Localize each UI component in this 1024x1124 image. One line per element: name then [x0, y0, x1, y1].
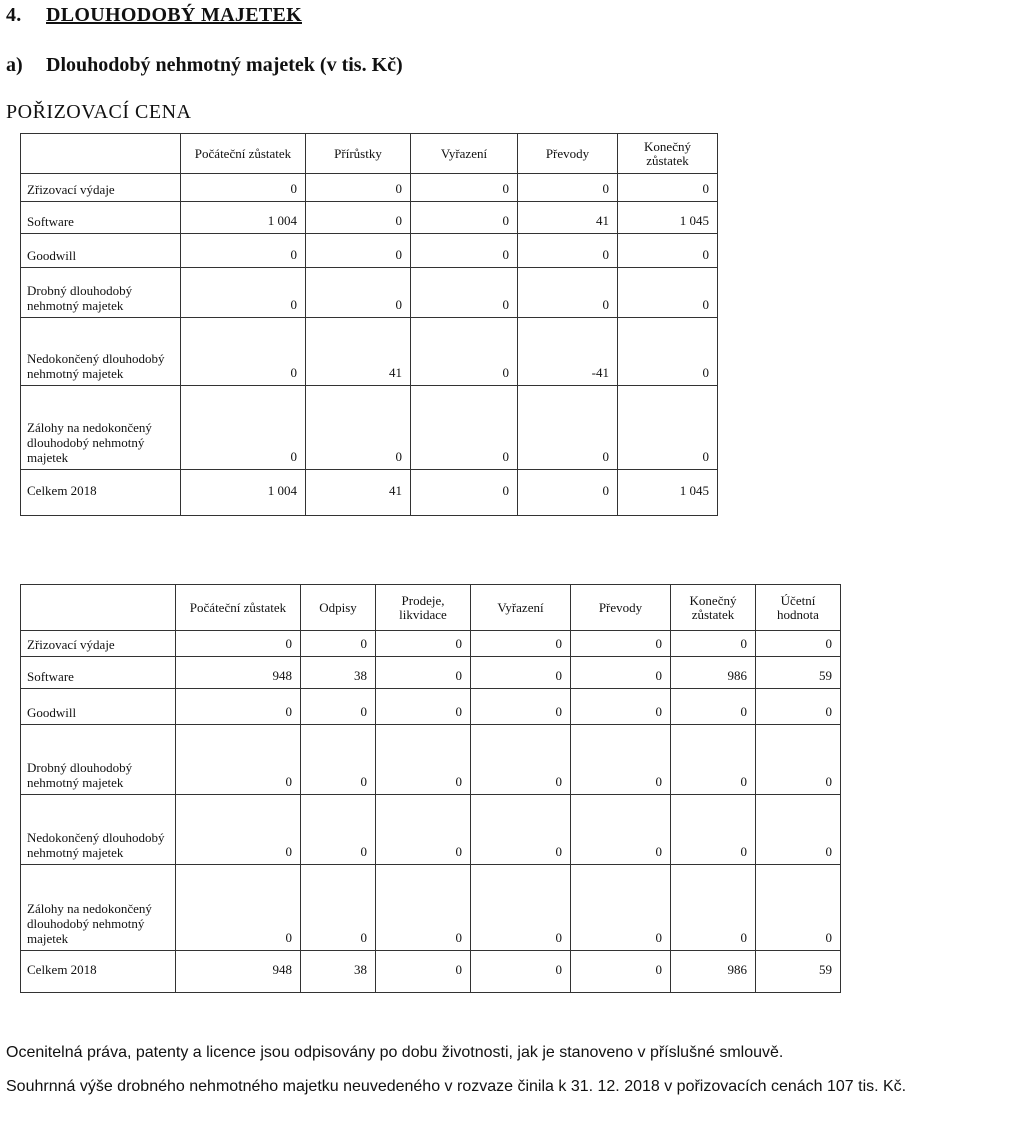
- table-cell: 38: [301, 951, 376, 993]
- table-cell: 0: [471, 951, 571, 993]
- table-cell: 0: [518, 268, 618, 318]
- table-cell: 0: [176, 725, 301, 795]
- acquisition-cost-table: [20, 133, 718, 516]
- row-label: Nedokončený dlouhodobý nehmotný majetek: [21, 795, 176, 865]
- table-cell: 0: [301, 689, 376, 725]
- table-row: [21, 234, 718, 268]
- table-cell: 0: [376, 631, 471, 657]
- table-cell: 0: [518, 386, 618, 470]
- table-cell: 59: [756, 657, 841, 689]
- table-cell: 0: [471, 631, 571, 657]
- row-label: Celkem 2018: [21, 951, 176, 993]
- table-cell: 0: [176, 795, 301, 865]
- table-cell: 1 004: [181, 470, 306, 516]
- table-cell: 0: [618, 268, 718, 318]
- table-cell: 0: [376, 725, 471, 795]
- table-row: [21, 657, 841, 689]
- row-label: Zálohy na nedokončený dlouhodobý nehmotný majetek: [21, 865, 176, 951]
- table-cell: 0: [571, 689, 671, 725]
- table-cell: 0: [671, 631, 756, 657]
- table-cell: 0: [471, 689, 571, 725]
- table-cell: 0: [756, 689, 841, 725]
- table-cell: 0: [411, 202, 518, 234]
- table-row: [21, 795, 841, 865]
- row-label: Zřizovací výdaje: [21, 631, 176, 657]
- table-row: [21, 631, 841, 657]
- table-cell: 0: [756, 865, 841, 951]
- table-cell: 0: [181, 234, 306, 268]
- table-cell: 0: [411, 234, 518, 268]
- table-cell: 0: [306, 268, 411, 318]
- table-cell: 0: [411, 318, 518, 386]
- table-cell: 59: [756, 951, 841, 993]
- table-header-cell: Prodeje, likvidace: [376, 585, 471, 631]
- table-cell: 0: [411, 268, 518, 318]
- table-header-cell: Konečný zůstatek: [671, 585, 756, 631]
- row-label: Drobný dlouhodobý nehmotný majetek: [21, 268, 181, 318]
- subsection-heading: [6, 54, 403, 77]
- table-cell: 0: [571, 865, 671, 951]
- table-cell: 0: [518, 174, 618, 202]
- row-label: Celkem 2018: [21, 470, 181, 516]
- table-cell: 0: [756, 795, 841, 865]
- table-row: [21, 386, 718, 470]
- table-cell: 0: [471, 657, 571, 689]
- table-cell: 0: [411, 386, 518, 470]
- table-cell: 0: [518, 234, 618, 268]
- table-cell: 0: [471, 725, 571, 795]
- table-header-row: [21, 134, 718, 174]
- table-row: [21, 689, 841, 725]
- table-cell: 0: [306, 386, 411, 470]
- table-row: [21, 725, 841, 795]
- table-header-cell: [21, 585, 176, 631]
- table-cell: 0: [471, 795, 571, 865]
- table-cell: 0: [756, 631, 841, 657]
- table-header-cell: Převody: [518, 134, 618, 174]
- table-cell: 41: [306, 470, 411, 516]
- table-cell: 1 004: [181, 202, 306, 234]
- table-cell: 0: [571, 631, 671, 657]
- depreciation-table: [20, 584, 841, 993]
- table-header-cell: Konečný zůstatek: [618, 134, 718, 174]
- table-cell: 41: [518, 202, 618, 234]
- table-cell: 0: [471, 865, 571, 951]
- table-cell: 0: [181, 174, 306, 202]
- table-header-cell: Odpisy: [301, 585, 376, 631]
- table-cell: 0: [618, 318, 718, 386]
- table-row: [21, 318, 718, 386]
- table-row: [21, 268, 718, 318]
- table-cell: 0: [376, 657, 471, 689]
- row-label: Goodwill: [21, 234, 181, 268]
- table-cell: 0: [571, 657, 671, 689]
- table-cell: 948: [176, 657, 301, 689]
- table-total-row: [21, 951, 841, 993]
- table-cell: 986: [671, 657, 756, 689]
- table-cell: 0: [181, 268, 306, 318]
- section-number: 4.: [6, 4, 22, 26]
- table-row: [21, 202, 718, 234]
- table-cell: 0: [671, 865, 756, 951]
- row-label: Software: [21, 657, 176, 689]
- table-header-row: [21, 585, 841, 631]
- table-cell: 0: [376, 689, 471, 725]
- table-cell: 0: [376, 795, 471, 865]
- table-cell: 0: [571, 951, 671, 993]
- table-cell: 0: [181, 318, 306, 386]
- table-cell: 0: [756, 725, 841, 795]
- table-cell: 0: [176, 631, 301, 657]
- table-cell: 0: [671, 795, 756, 865]
- table-cell: 0: [571, 795, 671, 865]
- table-cell: 0: [176, 689, 301, 725]
- table-cell: 1 045: [618, 470, 718, 516]
- table-cell: 38: [301, 657, 376, 689]
- table-cell: 0: [301, 725, 376, 795]
- row-label: Software: [21, 202, 181, 234]
- subsection-title: Dlouhodobý nehmotný majetek (v tis. Kč): [46, 54, 403, 76]
- table-cell: 0: [376, 951, 471, 993]
- table-cell: 0: [301, 631, 376, 657]
- table-cell: 1 045: [618, 202, 718, 234]
- table-cell: 0: [306, 174, 411, 202]
- table-header-cell: Vyřazení: [471, 585, 571, 631]
- table-header-cell: Účetní hodnota: [756, 585, 841, 631]
- table-header-cell: Převody: [571, 585, 671, 631]
- table-cell: 0: [671, 689, 756, 725]
- table-cell: 0: [306, 234, 411, 268]
- acquisition-cost-title: POŘIZOVACÍ CENA: [6, 101, 192, 123]
- table-cell: 0: [411, 470, 518, 516]
- section-heading: [6, 4, 302, 27]
- table-cell: 0: [301, 795, 376, 865]
- table-cell: 0: [518, 470, 618, 516]
- table-header-cell: Přírůstky: [306, 134, 411, 174]
- table-cell: 0: [181, 386, 306, 470]
- table-cell: 948: [176, 951, 301, 993]
- table-cell: 0: [176, 865, 301, 951]
- table-header-cell: Počáteční zůstatek: [176, 585, 301, 631]
- row-label: Drobný dlouhodobý nehmotný majetek: [21, 725, 176, 795]
- table-cell: -41: [518, 318, 618, 386]
- row-label: Zřizovací výdaje: [21, 174, 181, 202]
- section-title: DLOUHODOBÝ MAJETEK: [46, 4, 302, 26]
- table-cell: 0: [411, 174, 518, 202]
- table-cell: 0: [376, 865, 471, 951]
- table-cell: 986: [671, 951, 756, 993]
- table-row: [21, 174, 718, 202]
- table-cell: 41: [306, 318, 411, 386]
- table-header-cell: Počáteční zůstatek: [181, 134, 306, 174]
- subsection-number: a): [6, 54, 23, 76]
- table-cell: 0: [306, 202, 411, 234]
- note-paragraph: Souhrnná výše drobného nehmotného majetku neuvedeného v rozvaze činila k 31. 12. 2018 v pořizovacích cenách 107 tis. Kč.: [6, 1078, 907, 1095]
- table-row: [21, 865, 841, 951]
- table-cell: 0: [571, 725, 671, 795]
- row-label: Zálohy na nedokončený dlouhodobý nehmotný majetek: [21, 386, 181, 470]
- table-header-cell: [21, 134, 181, 174]
- note-paragraph: Ocenitelná práva, patenty a licence jsou odpisovány po dobu životnosti, jak je stanoveno v příslušné smlouvě.: [6, 1044, 784, 1061]
- row-label: Goodwill: [21, 689, 176, 725]
- table-cell: 0: [618, 174, 718, 202]
- table-cell: 0: [618, 386, 718, 470]
- table-header-cell: Vyřazení: [411, 134, 518, 174]
- row-label: Nedokončený dlouhodobý nehmotný majetek: [21, 318, 181, 386]
- table-cell: 0: [618, 234, 718, 268]
- table-total-row: [21, 470, 718, 516]
- table-cell: 0: [301, 865, 376, 951]
- table-cell: 0: [671, 725, 756, 795]
